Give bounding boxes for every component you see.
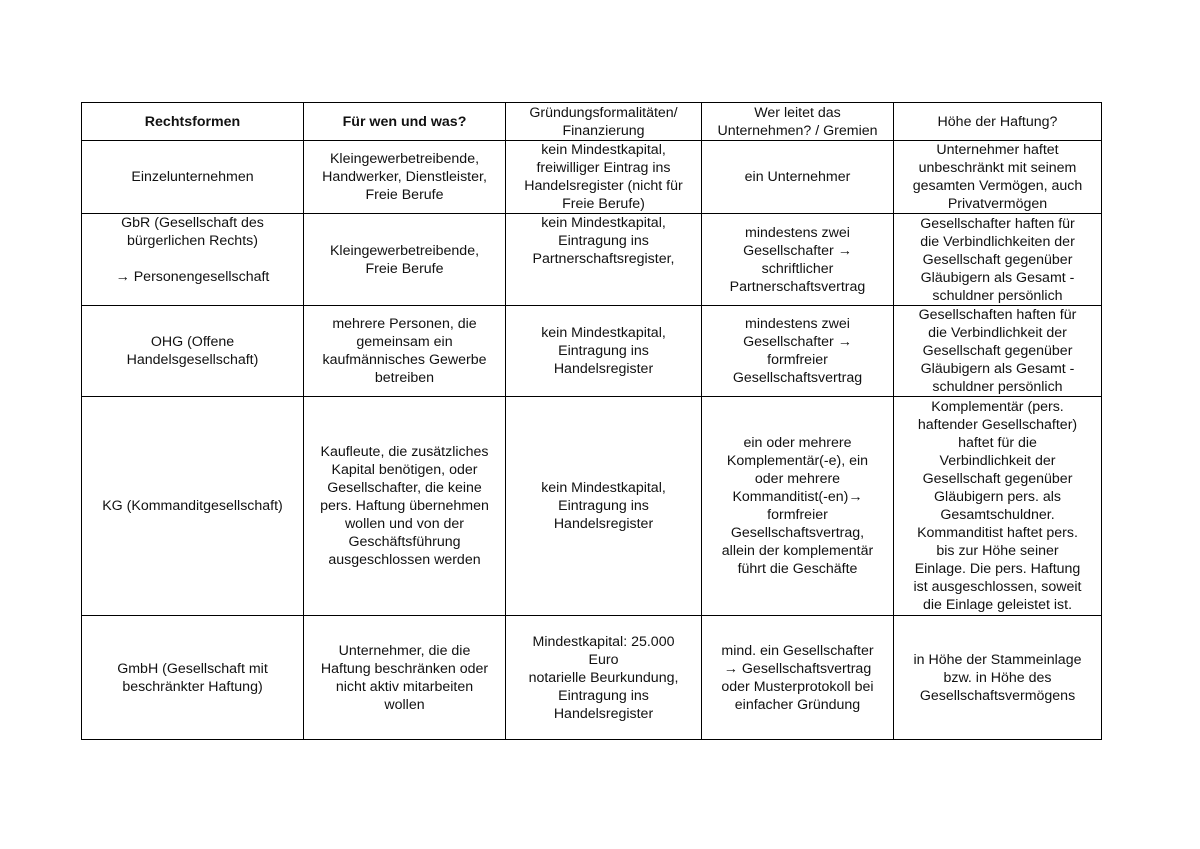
- table-row: [82, 306, 1102, 397]
- cell-haftung: Gesellschafter haften für die Verbindlichkeiten der Gesellschaft gegenüber Gläubigern als Gesamt - schuldner persönlich: [894, 214, 1102, 306]
- cell-haftung: Gesellschaften haften für die Verbindlichkeit der Gesellschaft gegenüber Gläubigern als Gesamt - schuldner persönlich: [894, 306, 1102, 397]
- cell-haftung: in Höhe der Stammeinlage bzw. in Höhe des Gesellschaftsvermögens: [894, 616, 1102, 740]
- cell-rechtsform: OHG (Offene Handelsgesellschaft): [82, 306, 304, 397]
- cell-rechtsform: GbR (Gesellschaft des bürgerlichen Rechts) → Personengesellschaft: [82, 214, 304, 306]
- table-row: [82, 141, 1102, 214]
- cell-gruendung: kein Mindestkapital, Eintragung ins Partnerschaftsregister,: [506, 214, 702, 306]
- cell-gruendung: kein Mindestkapital, Eintragung ins Handelsregister: [506, 306, 702, 397]
- cell-haftung: Unternehmer haftet unbeschränkt mit seinem gesamten Vermögen, auch Privatvermögen: [894, 141, 1102, 214]
- cell-fuer-wen: Kleingewerbetreibende, Freie Berufe: [304, 214, 506, 306]
- cell-fuer-wen: mehrere Personen, die gemeinsam ein kaufmännisches Gewerbe betreiben: [304, 306, 506, 397]
- cell-leitung: mindestens zwei Gesellschafter → schriftlicher Partnerschaftsvertrag: [702, 214, 894, 306]
- table-header-row: [82, 103, 1102, 141]
- legal-forms-table: [81, 102, 1102, 740]
- cell-haftung: Komplementär (pers. haftender Gesellschafter) haftet für die Verbindlichkeit der Gesellschaft gegenüber Gläubigern pers. als Gesamtschuldner. Kommanditist haftet pers. bis zur Höhe seiner Einlage. Die pers. Haftung ist ausgeschlossen, soweit die Einlage geleistet ist.: [894, 397, 1102, 616]
- header-fuer-wen: Für wen und was?: [304, 103, 506, 141]
- header-leitung: Wer leitet das Unternehmen? / Gremien: [702, 103, 894, 141]
- cell-gruendung: kein Mindestkapital, freiwilliger Eintrag ins Handelsregister (nicht für Freie Berufe): [506, 141, 702, 214]
- cell-leitung: ein Unternehmer: [702, 141, 894, 214]
- cell-gruendung: kein Mindestkapital, Eintragung ins Handelsregister: [506, 397, 702, 616]
- cell-fuer-wen: Unternehmer, die die Haftung beschränken oder nicht aktiv mitarbeiten wollen: [304, 616, 506, 740]
- table-row: [82, 397, 1102, 616]
- header-rechtsformen: Rechtsformen: [82, 103, 304, 141]
- cell-leitung: mindestens zwei Gesellschafter → formfreier Gesellschaftsvertrag: [702, 306, 894, 397]
- table-row: [82, 214, 1102, 306]
- cell-leitung: ein oder mehrere Komplementär(-e), ein oder mehrere Kommanditist(-en)→ formfreier Gesellschaftsvertrag, allein der komplementär führt die Geschäfte: [702, 397, 894, 616]
- cell-rechtsform: GmbH (Gesellschaft mit beschränkter Haftung): [82, 616, 304, 740]
- cell-fuer-wen: Kleingewerbetreibende, Handwerker, Dienstleister, Freie Berufe: [304, 141, 506, 214]
- table-row: [82, 616, 1102, 740]
- cell-rechtsform: Einzelunternehmen: [82, 141, 304, 214]
- cell-rechtsform: KG (Kommanditgesellschaft): [82, 397, 304, 616]
- cell-gruendung: Mindestkapital: 25.000 Euro notarielle Beurkundung, Eintragung ins Handelsregister: [506, 616, 702, 740]
- cell-fuer-wen: Kaufleute, die zusätzliches Kapital benötigen, oder Gesellschafter, die keine pers. Haftung übernehmen wollen und von der Geschäftsführung ausgeschlossen werden: [304, 397, 506, 616]
- header-haftung: Höhe der Haftung?: [894, 103, 1102, 141]
- header-gruendung: Gründungsformalitäten/ Finanzierung: [506, 103, 702, 141]
- cell-leitung: mind. ein Gesellschafter → Gesellschaftsvertrag oder Musterprotokoll bei einfacher Gründung: [702, 616, 894, 740]
